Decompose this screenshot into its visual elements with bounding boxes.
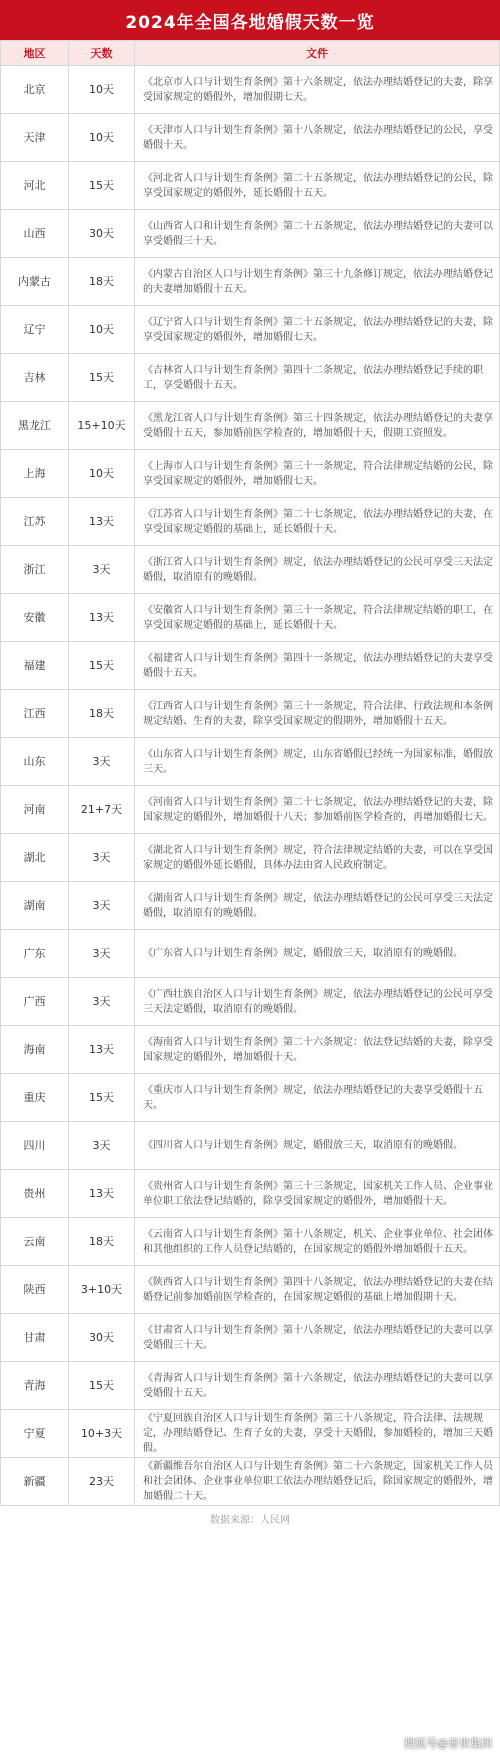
cell-days: 10天 [69, 114, 135, 162]
table-row [1, 1410, 500, 1458]
table-row [1, 498, 500, 546]
cell-region: 安徽 [1, 594, 69, 642]
cell-days: 10天 [69, 450, 135, 498]
table-row [1, 258, 500, 306]
cell-days: 21+7天 [69, 786, 135, 834]
cell-doc: 《北京市人口与计划生育条例》第十六条规定，依法办理结婚登记的夫妻，除享受国家规定的婚假外，增加假期七天。 [135, 66, 500, 114]
table-row [1, 402, 500, 450]
cell-doc: 《湖南省人口与计划生育条例》规定，依法办理结婚登记的公民可享受三天法定婚假，取消原有的晚婚假。 [135, 882, 500, 930]
cell-doc: 《甘肃省人口与计划生育条例》第十八条规定，依法办理结婚登记的夫妻可以享受婚假三十天。 [135, 1314, 500, 1362]
cell-doc: 《湖北省人口与计划生育条例》规定，符合法律规定结婚的夫妻，可以在享受国家规定的婚假外延长婚假，具体办法由省人民政府制定。 [135, 834, 500, 882]
cell-region: 山东 [1, 738, 69, 786]
table-row [1, 690, 500, 738]
table-header-row [1, 41, 500, 66]
table-row [1, 1218, 500, 1266]
table-row [1, 162, 500, 210]
cell-days: 30天 [69, 1314, 135, 1362]
cell-doc: 《天津市人口与计划生育条例》第十八条规定，依法办理结婚登记的公民，享受婚假十天。 [135, 114, 500, 162]
cell-doc: 《福建省人口与计划生育条例》第四十一条规定，依法办理结婚登记的夫妻享受婚假十五天。 [135, 642, 500, 690]
cell-region: 内蒙古 [1, 258, 69, 306]
cell-region: 贵州 [1, 1170, 69, 1218]
table-row [1, 642, 500, 690]
cell-days: 15+10天 [69, 402, 135, 450]
cell-days: 3天 [69, 882, 135, 930]
cell-days: 15天 [69, 1362, 135, 1410]
cell-region: 福建 [1, 642, 69, 690]
table-row [1, 306, 500, 354]
cell-doc: 《新疆维吾尔自治区人口与计划生育条例》第二十六条规定，国家机关工作人员和社会团体、企业事业单位职工依法办理结婚登记后，除国家规定的婚假外，增加婚假二十天。 [135, 1458, 500, 1506]
cell-doc: 《安徽省人口与计划生育条例》第三十一条规定，符合法律规定结婚的职工，在享受国家规定婚假的基础上，延长婚假十天。 [135, 594, 500, 642]
table-row [1, 1362, 500, 1410]
table-header [1, 41, 500, 66]
watermark: 搜狐号@普世集团 [404, 1737, 492, 1750]
cell-days: 10天 [69, 66, 135, 114]
cell-doc: 《河北省人口与计划生育条例》第二十五条规定，依法办理结婚登记的公民，除享受国家规定的婚假外，延长婚假十五天。 [135, 162, 500, 210]
header-days: 天数 [69, 41, 135, 66]
cell-doc: 《青海省人口与计划生育条例》第十六条规定，依法办理结婚登记的夫妻可以享受婚假十五天。 [135, 1362, 500, 1410]
cell-region: 广东 [1, 930, 69, 978]
cell-doc: 《云南省人口与计划生育条例》第十八条规定，机关、企业事业单位、社会团体和其他组织的工作人员登记结婚的，在国家规定的婚假外增加婚假十五天。 [135, 1218, 500, 1266]
cell-doc: 《海南省人口与计划生育条例》第二十六条规定：依法登记结婚的夫妻，除享受国家规定的婚假外，增加婚假十天。 [135, 1026, 500, 1074]
page-title-text: 2024年全国各地婚假天数一览 [125, 12, 375, 33]
cell-region: 海南 [1, 1026, 69, 1074]
cell-region: 云南 [1, 1218, 69, 1266]
cell-region: 辽宁 [1, 306, 69, 354]
cell-days: 13天 [69, 498, 135, 546]
cell-days: 15天 [69, 354, 135, 402]
table-row [1, 114, 500, 162]
cell-region: 江西 [1, 690, 69, 738]
table-row [1, 354, 500, 402]
table-row [1, 978, 500, 1026]
cell-region: 宁夏 [1, 1410, 69, 1458]
marriage-leave-table [0, 40, 500, 1506]
cell-doc: 《上海市人口与计划生育条例》第三十一条规定，符合法律规定结婚的公民，除享受国家规定的婚假外，增加婚假七天。 [135, 450, 500, 498]
table-row [1, 882, 500, 930]
table-row [1, 66, 500, 114]
cell-days: 3天 [69, 978, 135, 1026]
cell-doc: 《辽宁省人口与计划生育条例》第二十五条规定，依法办理结婚登记的夫妻，除享受国家规定的婚假外，增加婚假七天。 [135, 306, 500, 354]
cell-days: 3+10天 [69, 1266, 135, 1314]
table-row [1, 738, 500, 786]
cell-doc: 《黑龙江省人口与计划生育条例》第三十四条规定，依法办理结婚登记的夫妻享受婚假十五天，参加婚前医学检查的，增加婚假十天，假期工资照发。 [135, 402, 500, 450]
cell-days: 18天 [69, 258, 135, 306]
cell-doc: 《贵州省人口与计划生育条例》第三十三条规定，国家机关工作人员、企业事业单位职工依法登记结婚的，除享受国家规定的婚假外，增加婚假十天。 [135, 1170, 500, 1218]
cell-doc: 《广西壮族自治区人口与计划生育条例》规定，依法办理结婚登记的公民可享受三天法定婚假，取消原有的晚婚假。 [135, 978, 500, 1026]
cell-region: 河南 [1, 786, 69, 834]
cell-region: 吉林 [1, 354, 69, 402]
cell-days: 30天 [69, 210, 135, 258]
cell-days: 10+3天 [69, 1410, 135, 1458]
table-row [1, 546, 500, 594]
cell-days: 3天 [69, 834, 135, 882]
table-row [1, 1266, 500, 1314]
header-region: 地区 [1, 41, 69, 66]
page-title [0, 0, 500, 40]
cell-region: 四川 [1, 1122, 69, 1170]
cell-doc: 《山东省人口与计划生育条例》规定，山东省婚假已经统一为国家标准，婚假放三天。 [135, 738, 500, 786]
cell-region: 重庆 [1, 1074, 69, 1122]
cell-days: 13天 [69, 594, 135, 642]
cell-days: 15天 [69, 1074, 135, 1122]
table-row [1, 1314, 500, 1362]
cell-region: 北京 [1, 66, 69, 114]
cell-doc: 《内蒙古自治区人口与计划生育条例》第三十九条修订规定，依法办理结婚登记的夫妻增加婚假十五天。 [135, 258, 500, 306]
cell-doc: 《河南省人口与计划生育条例》第二十七条规定，依法办理结婚登记的夫妻，除国家规定的婚假外，增加婚假十八天；参加婚前医学检查的，再增加婚假七天。 [135, 786, 500, 834]
cell-days: 15天 [69, 642, 135, 690]
source-text: 数据来源：人民网 [210, 1515, 290, 1526]
cell-doc: 《江西省人口与计划生育条例》第三十一条规定，符合法律、行政法规和本条例规定结婚、生育的夫妻，除享受国家规定的假期外，增加婚假十五天。 [135, 690, 500, 738]
cell-region: 新疆 [1, 1458, 69, 1506]
cell-days: 3天 [69, 738, 135, 786]
table-row [1, 210, 500, 258]
table-row [1, 930, 500, 978]
cell-region: 天津 [1, 114, 69, 162]
cell-region: 湖南 [1, 882, 69, 930]
cell-days: 23天 [69, 1458, 135, 1506]
cell-days: 10天 [69, 306, 135, 354]
cell-days: 13天 [69, 1170, 135, 1218]
cell-region: 黑龙江 [1, 402, 69, 450]
table-row [1, 786, 500, 834]
table-row [1, 594, 500, 642]
cell-region: 山西 [1, 210, 69, 258]
cell-days: 3天 [69, 1122, 135, 1170]
cell-doc: 《宁夏回族自治区人口与计划生育条例》第三十八条规定，符合法律、法规规定，办理结婚登记、生育子女的夫妻，享受十天婚假，参加婚检的，增加三天婚假。 [135, 1410, 500, 1458]
cell-region: 甘肃 [1, 1314, 69, 1362]
cell-region: 河北 [1, 162, 69, 210]
source-note [0, 1506, 500, 1531]
cell-days: 3天 [69, 546, 135, 594]
cell-region: 浙江 [1, 546, 69, 594]
cell-region: 广西 [1, 978, 69, 1026]
cell-region: 江苏 [1, 498, 69, 546]
cell-days: 18天 [69, 1218, 135, 1266]
cell-doc: 《陕西省人口与计划生育条例》第四十八条规定，依法办理结婚登记的夫妻在结婚登记前参加婚前医学检查的，在国家规定婚假的基础上增加假期十天。 [135, 1266, 500, 1314]
cell-doc: 《浙江省人口与计划生育条例》规定，依法办理结婚登记的公民可享受三天法定婚假，取消原有的晚婚假。 [135, 546, 500, 594]
table-row [1, 834, 500, 882]
cell-days: 18天 [69, 690, 135, 738]
cell-days: 3天 [69, 930, 135, 978]
cell-days: 13天 [69, 1026, 135, 1074]
header-doc: 文件 [135, 41, 500, 66]
cell-region: 陕西 [1, 1266, 69, 1314]
table-row [1, 1074, 500, 1122]
table-row [1, 450, 500, 498]
cell-doc: 《江苏省人口与计划生育条例》第二十七条规定，依法办理结婚登记的夫妻，在享受国家规定婚假的基础上，延长婚假十天。 [135, 498, 500, 546]
cell-doc: 《重庆市人口与计划生育条例》规定，依法办理结婚登记的夫妻享受婚假十五天。 [135, 1074, 500, 1122]
table-row [1, 1170, 500, 1218]
table-body [1, 66, 500, 1506]
cell-doc: 《广东省人口与计划生育条例》规定，婚假放三天，取消原有的晚婚假。 [135, 930, 500, 978]
cell-region: 上海 [1, 450, 69, 498]
cell-days: 15天 [69, 162, 135, 210]
cell-doc: 《山西省人口和计划生育条例》第二十五条规定，依法办理结婚登记的夫妻可以享受婚假三十天。 [135, 210, 500, 258]
table-row [1, 1026, 500, 1074]
table-row [1, 1458, 500, 1506]
cell-region: 湖北 [1, 834, 69, 882]
cell-region: 青海 [1, 1362, 69, 1410]
cell-doc: 《四川省人口与计划生育条例》规定，婚假放三天，取消原有的晚婚假。 [135, 1122, 500, 1170]
table-row [1, 1122, 500, 1170]
cell-doc: 《吉林省人口与计划生育条例》第四十二条规定，依法办理结婚登记手续的职工，享受婚假十五天。 [135, 354, 500, 402]
